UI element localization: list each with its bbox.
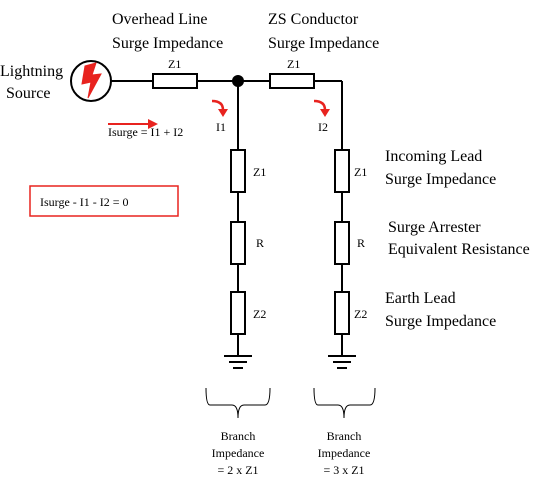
branch-2: [328, 81, 356, 368]
branch-2-r-resistor: [335, 222, 349, 264]
incoming-lead-label-2: Surge Impedance: [385, 171, 497, 188]
lightning-source-symbol: [71, 61, 111, 101]
lightning-source-label-1: Lightning: [0, 63, 64, 80]
incoming-lead-label-1: Incoming Lead: [385, 148, 483, 165]
branch-1-impedance-label-1: Branch: [220, 429, 256, 443]
branch-2-brace: [314, 388, 375, 418]
curved-arrow-icon: [212, 101, 228, 117]
branch-2-z2-label: Z2: [354, 307, 368, 321]
surge-arrester-label-2: Equivalent Resistance: [388, 241, 530, 258]
branch-1: [224, 81, 252, 368]
i2-label: I2: [318, 120, 328, 134]
branch-2-r-label: R: [357, 236, 366, 250]
branch-1-z1-resistor: [231, 150, 245, 192]
zs-conductor-z1-label: Z1: [287, 57, 301, 71]
overhead-line-z1-resistor: [153, 74, 197, 88]
zs-conductor-z1-resistor: [270, 74, 314, 88]
branch-2-impedance-label-3: = 3 x Z1: [323, 463, 365, 477]
branch-2-z1-resistor: [335, 150, 349, 192]
branch-1-brace: [206, 388, 270, 418]
overhead-line-z1-label: Z1: [168, 57, 182, 71]
surge-arrester-label-1: Surge Arrester: [388, 219, 481, 236]
isurge-equation: Isurge = I1 + I2: [108, 125, 184, 139]
ground-symbol-icon: [328, 356, 356, 368]
overhead-line-label-1: Overhead Line: [112, 11, 208, 28]
branch-2-z1-label: Z1: [354, 165, 368, 179]
branch-1-r-resistor: [231, 222, 245, 264]
zs-conductor-label-1: ZS Conductor: [268, 11, 359, 28]
branch-1-impedance-label-3: = 2 x Z1: [217, 463, 259, 477]
earth-lead-label-2: Surge Impedance: [385, 313, 497, 330]
overhead-line-label-2: Surge Impedance: [112, 35, 224, 52]
earth-lead-label-1: Earth Lead: [385, 290, 456, 307]
kcl-equation: Isurge - I1 - I2 = 0: [40, 195, 129, 209]
branch-1-z2-resistor: [231, 292, 245, 334]
branch-1-z2-label: Z2: [253, 307, 267, 321]
branch-2-z2-resistor: [335, 292, 349, 334]
branch-1-impedance-label-2: Impedance: [211, 446, 265, 460]
branch-1-z1-label: Z1: [253, 165, 267, 179]
branch-1-r-label: R: [256, 236, 265, 250]
i1-label: I1: [216, 120, 226, 134]
ground-symbol-icon: [224, 356, 252, 368]
zs-conductor-label-2: Surge Impedance: [268, 35, 380, 52]
branch-2-impedance-label-1: Branch: [326, 429, 362, 443]
branch-2-impedance-label-2: Impedance: [317, 446, 371, 460]
curved-arrow-icon: [314, 101, 330, 117]
lightning-source-label-2: Source: [6, 85, 51, 102]
